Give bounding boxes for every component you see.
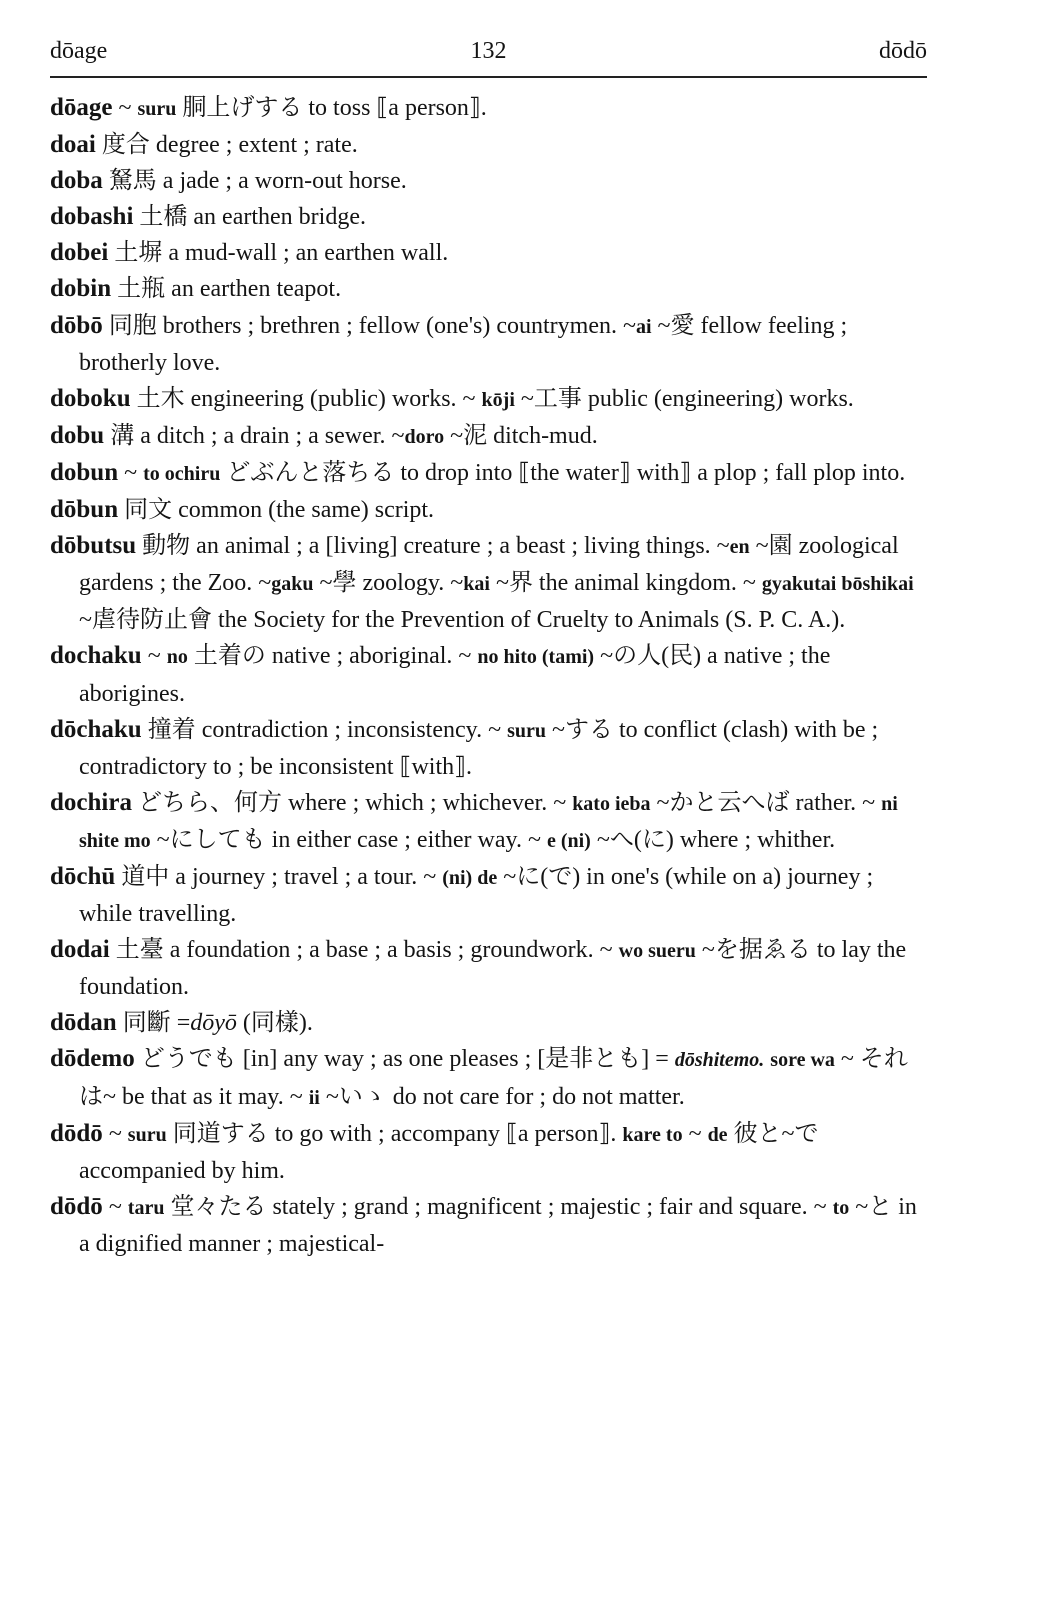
entry-headword: dōdō	[50, 1119, 103, 1147]
entry-subphrase: taru	[127, 1196, 165, 1219]
entry-headword: dobu	[50, 421, 105, 449]
entry-text: dōyō	[190, 1010, 237, 1037]
entry-text: 溝 a ditch ; a drain ; a sewer. ~	[104, 422, 405, 449]
entry-text: 同道する to go with ; accompany ⟦a person⟧.	[166, 1120, 623, 1147]
entry-text: どぶんと落ちる to drop into ⟦the water⟧ with⟧ a plop ; fall plop into.	[220, 459, 906, 486]
entry-text: (同樣).	[236, 1010, 313, 1037]
entry-text: ~の人(民) a native ; the aborigines.	[79, 643, 831, 707]
dictionary-entry	[50, 127, 927, 163]
entry-subphrase: to	[832, 1196, 850, 1219]
dictionary-entry	[50, 1116, 927, 1189]
entry-subphrase: ii	[308, 1086, 320, 1109]
entry-text: 土橋 an earthen bridge.	[133, 204, 366, 231]
entry-headword: dōchaku	[50, 715, 142, 743]
entry-text: ~虐待防止會 the Society for the Prevention of Cruelty to Animals (S. P. C. A.).	[79, 607, 846, 634]
entry-headword: dodai	[50, 936, 110, 964]
entry-headword: dobashi	[50, 203, 134, 231]
entry-subphrase: gaku	[271, 573, 314, 596]
entry-text: 土瓶 an earthen teapot.	[111, 276, 342, 303]
dictionary-entry	[50, 638, 927, 711]
dictionary-entry	[50, 1041, 927, 1115]
entry-text: ~へ(に) where ; whither.	[590, 826, 836, 853]
entry-text: ~いゝ do not care for ; do not matter.	[319, 1083, 685, 1110]
entry-subphrase: suru	[507, 719, 546, 742]
entry-subphrase: en	[729, 536, 750, 559]
entry-headword: dōbō	[50, 311, 103, 339]
entry-text: ~泥 ditch-mud.	[444, 422, 598, 449]
dictionary-entry	[50, 418, 927, 455]
guide-word-left: dōage	[50, 38, 108, 64]
entry-text: 彼と~で accompanied by him.	[79, 1120, 819, 1184]
entry-text: ~工事 public (engineering) works.	[514, 385, 854, 412]
entry-headword: dobun	[50, 458, 119, 486]
entry-text: ~	[118, 459, 144, 486]
guide-word-right: dōdō	[879, 38, 927, 64]
entry-text: 堂々たる stately ; grand ; magnificent ; majestic ; fair and square. ~	[164, 1193, 833, 1220]
entry-text: ~	[102, 1193, 128, 1220]
entry-text: 同文 common (the same) script.	[118, 497, 435, 524]
page-header	[50, 36, 927, 78]
entry-headword: dōdemo	[50, 1045, 135, 1073]
entry-subphrase: de	[707, 1123, 728, 1146]
entry-text: 胴上げする to toss ⟦a person⟧.	[176, 95, 487, 121]
entry-text: 撞着 contradiction ; inconsistency. ~	[141, 716, 508, 743]
entry-text: 度合 degree ; extent ; rate.	[95, 132, 358, 159]
entry-text: ~	[102, 1120, 128, 1147]
entry-headword: doai	[50, 131, 96, 159]
entry-headword: dōchū	[50, 862, 116, 890]
dictionary-entry	[50, 455, 927, 492]
entry-subphrase: (ni) de	[442, 866, 498, 889]
dictionary-entry	[50, 90, 927, 127]
dictionary-entry	[50, 163, 927, 199]
entry-text: 同胞 brothers ; brethren ; fellow (one's) countrymen. ~	[102, 312, 636, 339]
dictionary-entry	[50, 492, 927, 528]
entry-headword: dōage	[50, 94, 113, 121]
entry-subphrase: to ochiru	[143, 462, 221, 485]
entry-text: どちら、何方 where ; which ; whichever. ~	[131, 789, 573, 816]
entry-headword: dobin	[50, 275, 112, 303]
entry-text: ~學 zoology. ~	[313, 570, 464, 597]
entry-text: ~	[682, 1120, 708, 1147]
dictionary-entry	[50, 528, 927, 638]
entry-text: 土塀 a mud-wall ; an earthen wall.	[108, 240, 449, 267]
dictionary-entry	[50, 199, 927, 235]
entry-headword: dobei	[50, 239, 109, 267]
entry-headword: dōdō	[50, 1192, 103, 1220]
entry-subphrase: kato ieba	[572, 792, 651, 815]
entry-text: ~かと云へば rather. ~	[650, 789, 882, 816]
dictionary-entry	[50, 712, 927, 785]
dictionary-entry	[50, 235, 927, 271]
entry-text: 道中 a journey ; travel ; a tour. ~	[115, 863, 443, 890]
entry-subphrase: doro	[404, 425, 445, 448]
dictionary-entry	[50, 381, 927, 418]
dictionary-entry	[50, 785, 927, 859]
entry-text: ~	[141, 643, 167, 670]
dictionary-entry	[50, 308, 927, 381]
entry-subphrase: dōshitemo.	[674, 1049, 765, 1072]
entry-subphrase: kare to	[622, 1123, 683, 1146]
entry-text: ~と in a dignified manner ; majestical-	[79, 1193, 917, 1257]
entry-subphrase: kōji	[481, 388, 515, 411]
entry-subphrase: gyakutai bōshikai	[761, 573, 914, 596]
entry-text: ~に(で) in one's (while on a) journey ; while travelling.	[79, 863, 874, 928]
entry-subphrase: kai	[463, 573, 490, 596]
entry-text: ~	[112, 95, 138, 121]
entry-text: 土着の native ; aboriginal. ~	[187, 643, 478, 670]
dictionary-entry	[50, 1005, 927, 1041]
entry-text: どうでも [in] any way ; as one pleases ; [是非とも] =	[134, 1046, 675, 1073]
entry-list	[50, 90, 927, 1262]
entry-subphrase: wo sueru	[618, 940, 696, 963]
entry-text: 動物 an animal ; a [living] creature ; a beast ; living things. ~	[136, 533, 730, 560]
entry-subphrase: suru	[137, 98, 177, 120]
entry-text: 駑馬 a jade ; a worn-out horse.	[102, 168, 407, 195]
dictionary-entry	[50, 271, 927, 307]
entry-headword: dōbutsu	[50, 532, 137, 560]
entry-text: ~する to conflict (clash) with be ; contradictory to ; be inconsistent ⟦with⟧.	[79, 716, 879, 780]
entry-text: ~園 zoological gardens ; the Zoo. ~	[79, 533, 899, 597]
page-number: 132	[470, 38, 507, 64]
entry-headword: dochira	[50, 788, 132, 816]
entry-subphrase: no	[166, 646, 188, 669]
entry-subphrase: suru	[127, 1123, 167, 1146]
entry-headword: dōbun	[50, 496, 119, 524]
entry-text: ~愛 fellow feeling ; brotherly love.	[79, 312, 848, 376]
entry-text: ~ それは~ be that as it may. ~	[79, 1046, 908, 1110]
dictionary-entry	[50, 859, 927, 932]
entry-text: ~にしても in either case ; either way. ~	[150, 826, 547, 853]
entry-subphrase: ai	[635, 315, 652, 338]
entry-text: 土木 engineering (public) works. ~	[130, 385, 482, 412]
entry-subphrase: ni shite mo	[79, 792, 898, 852]
entry-headword: doba	[50, 167, 103, 195]
entry-text: ~界 the animal kingdom. ~	[489, 570, 762, 597]
entry-subphrase: sore wa	[770, 1049, 835, 1072]
dictionary-entry	[50, 1189, 927, 1262]
entry-subphrase: no hito (tami)	[477, 646, 595, 669]
entry-headword: dōdan	[50, 1009, 117, 1037]
dictionary-entry	[50, 932, 927, 1005]
entry-headword: dochaku	[50, 642, 142, 670]
entry-headword: doboku	[50, 384, 131, 412]
entry-subphrase: e (ni)	[546, 829, 591, 852]
entry-text: 同斷 =	[116, 1010, 191, 1037]
entry-text: ~を据ゑる to lay the foundation.	[79, 937, 907, 1001]
entry-text: 土臺 a foundation ; a base ; a basis ; groundwork. ~	[109, 937, 619, 964]
